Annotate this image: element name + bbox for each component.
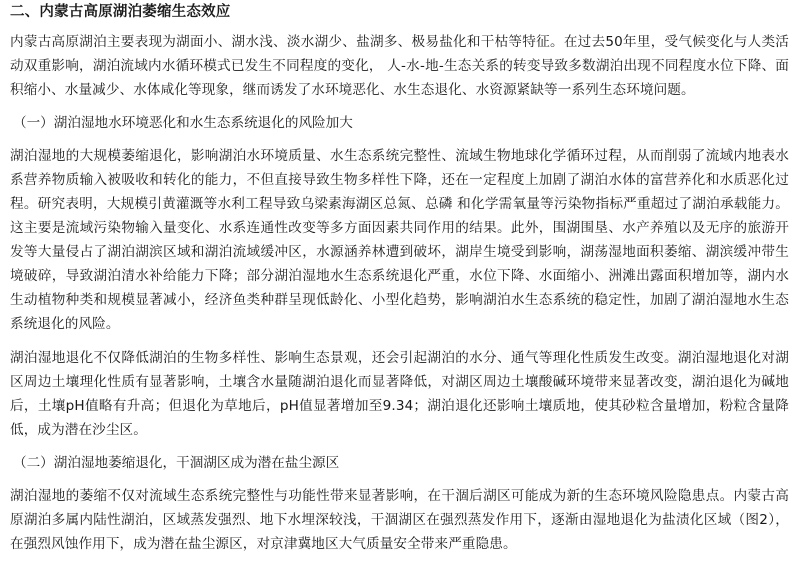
intro-paragraph: 内蒙古高原湖泊主要表现为湖面小、湖水浅、淡水湖少、盐湖多、极易盐化和干枯等特征。在过去50年里，受气候变化与人类活动双重影响，湖泊流域内水循环模式已发生不同程度的变化， 人-水-地-生态关系的转变导致多数湖泊出现不同程度水位下降、面积缩小、水量减少、水体咸化等现象，继而诱发了水环境恶化、水生态退化、水资源紧缺等一系列生态环境问题。: [10, 34, 789, 98]
subheading-water-environment: （一）湖泊湿地水环境恶化和水生态系统退化的风险加大: [13, 115, 353, 131]
paragraph-salt-dust: 湖泊湿地的萎缩不仅对流域生态系统完整性与功能性带来显著影响，在干涸后湖区可能成为新的生态环境风险隐患点。内蒙古高原湖泊多属内陆性湖泊，区域蒸发强烈、地下水埋深较浅，干涸湖区在强烈蒸发作用下，逐渐由湿地退化为盐渍化区域（图2），在强烈风蚀作用下，成为潜在盐尘源区，对京津冀地区大气质量安全带来严重隐患。: [10, 488, 789, 552]
paragraph-soil-properties: 湖泊湿地退化不仅降低湖泊的生物多样性、影响生态景观，还会引起湖泊的水分、通气等理化性质发生改变。湖泊湿地退化对湖区周边土壤理化性质有显著影响，土壤含水量随湖泊退化而显著降低，对湖区周边土壤酸碱环境带来显著改变，湖泊退化为碱地后，土壤pH值略有升高；但退化为草地后，pH值显著增加至9.34；湖泊退化还影响土壤质地，使其砂粒含量增加，粉粒含量降低，成为潜在沙尘区。: [10, 350, 789, 438]
subheading-salt-dust-source: （二）湖泊湿地萎缩退化，干涸湖区成为潜在盐尘源区: [13, 455, 340, 471]
paragraph-ecosystem-degradation: 湖泊湿地的大规模萎缩退化，影响湖泊水环境质量、水生态系统完整性、流域生物地球化学循环过程，从而削弱了流域内地表水系营养物质输入被吸收和转化的能力，不但直接导致生物多样性下降，还在一定程度上加剧了湖泊水体的富营养化和水质恶化过程。研究表明，大规模引黄灌溉等水利工程导致乌梁素海湖区总氮、总磷 和化学需氧量等污染物指标严重超过了湖泊承载能力。这主要是流域污染物输入量变化、水系连通性改变等多方面因素共同作用的结果。此外，围湖围垦、水产养殖以及无序的旅游开发等大量侵占了湖泊湖滨区域和湖泊流域缓冲区，水源涵养林遭到破坏，湖岸生境受到影响，湖荡湿地面积萎缩、湖滨缓冲带生境破碎，导致湖泊清水补给能力下降；部分湖泊湿地水生态系统退化严重，水位下降、水面缩小、洲滩出露面积增加等，湖内水生动植物种类和规模显著减小，经济鱼类种群呈现低龄化、小型化趋势，影响湖泊水生态系统的稳定性，加剧了湖泊湿地水生态系统退化的风险。: [10, 148, 789, 332]
section-title: 二、内蒙古高原湖泊萎缩生态效应: [10, 4, 231, 20]
